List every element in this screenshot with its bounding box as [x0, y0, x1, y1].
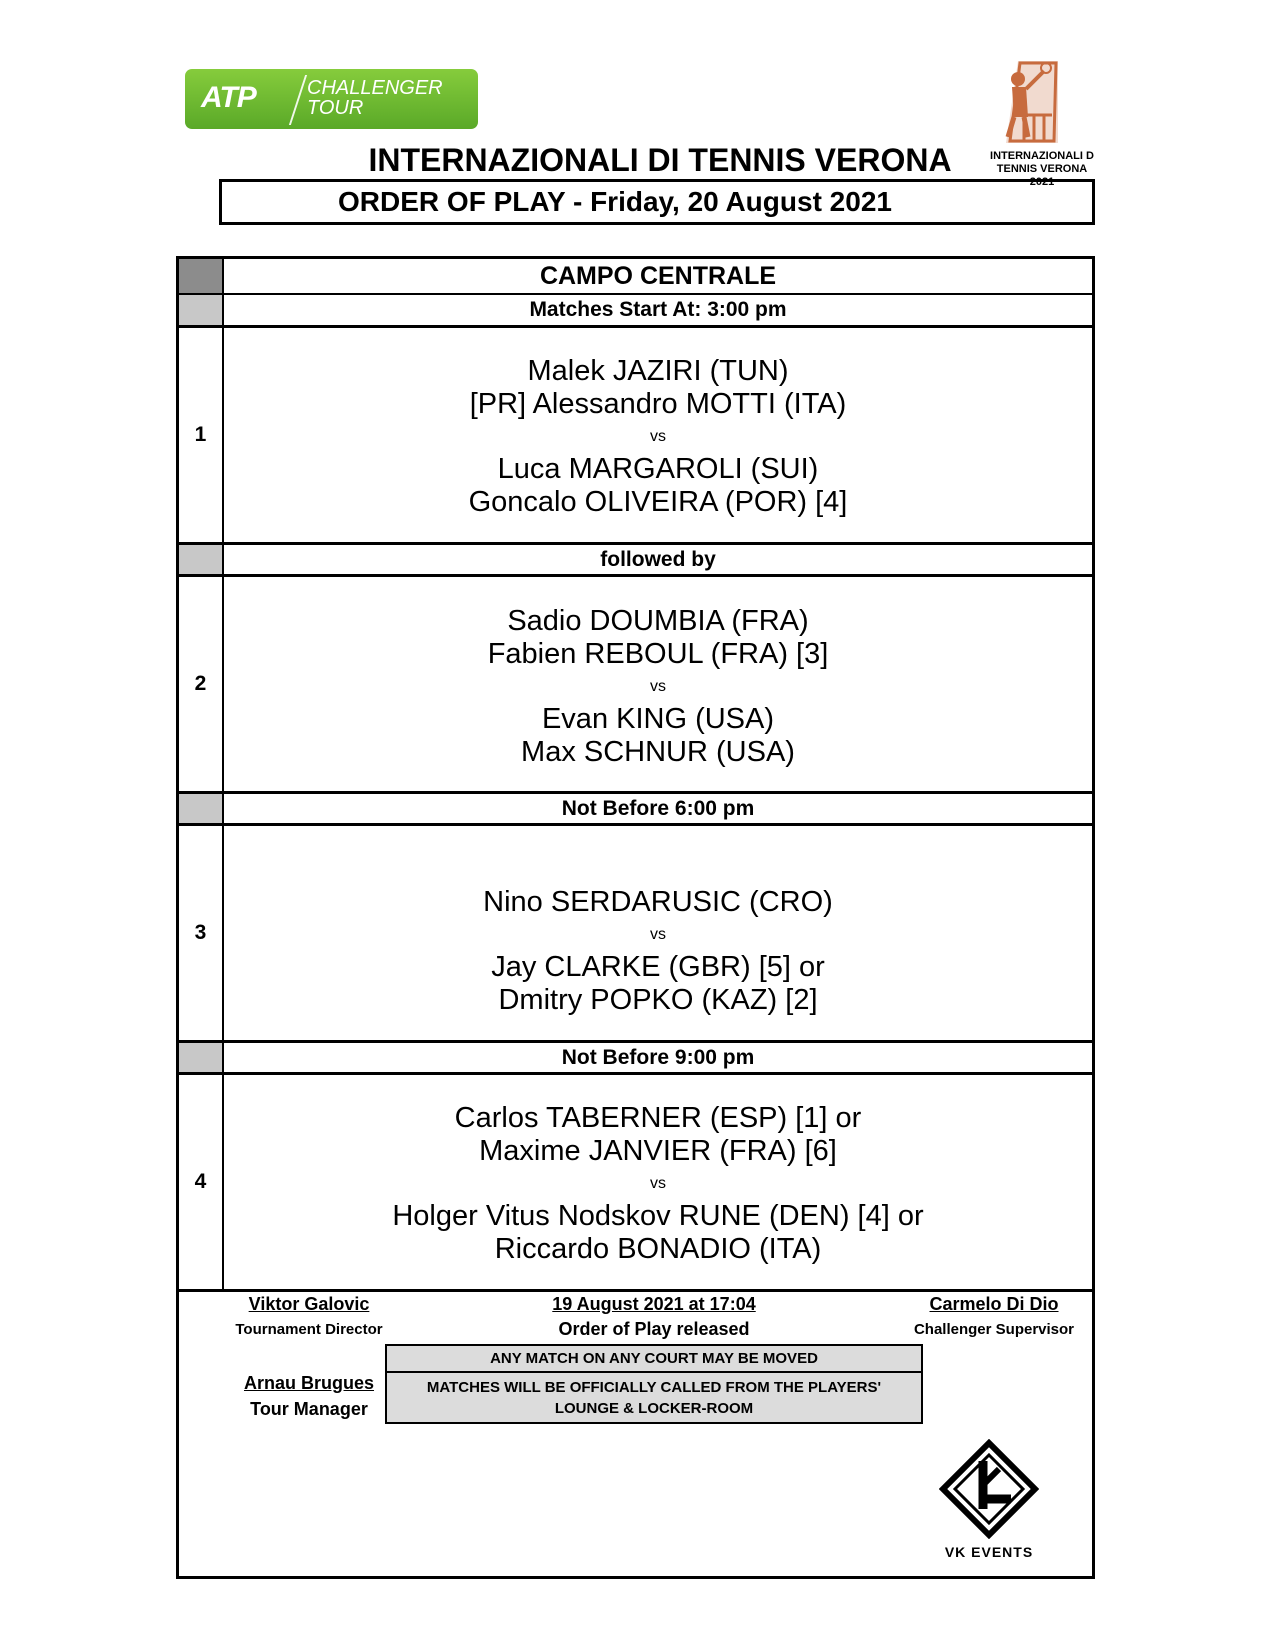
player-name: Carlos TABERNER (ESP) [1] or — [454, 1102, 862, 1134]
vs-label: vs — [650, 678, 666, 695]
vs-label: vs — [650, 926, 666, 943]
player-name: Riccardo BONADIO (ITA) — [494, 1233, 822, 1265]
row-divider — [179, 1072, 1092, 1075]
row-divider — [179, 823, 1092, 826]
vk-events-logo — [939, 1439, 1039, 1539]
event-title: INTERNAZIONALI DI TENNIS VERONA — [368, 142, 952, 178]
manager-role: Tour Manager — [250, 1399, 368, 1419]
band-cell — [179, 1043, 222, 1072]
supervisor-role: Challenger Supervisor — [913, 1321, 1075, 1338]
band-cell — [179, 295, 222, 325]
row-divider — [179, 325, 1092, 328]
player-name: Dmitry POPKO (KAZ) [2] — [498, 984, 818, 1016]
court-name: CAMPO CENTRALE — [539, 262, 777, 290]
vs-label: vs — [650, 1175, 666, 1192]
match-number: 2 — [194, 672, 207, 695]
row-divider — [179, 1289, 1092, 1292]
player-name: Holger Vitus Nodskov RUNE (DEN) [4] or — [392, 1200, 924, 1232]
player-name: Nino SERDARUSIC (CRO) — [483, 886, 833, 918]
schedule-band-label: followed by — [600, 548, 716, 571]
notice-matches-called: MATCHES WILL BE OFFICIALLY CALLED FROM THE PLAYERS' LOUNGE & LOCKER-ROOM — [385, 1371, 923, 1424]
manager-name: Arnau Brugues — [243, 1373, 375, 1393]
column-divider — [222, 259, 224, 1289]
match-row — [224, 605, 1092, 769]
match-number: 3 — [194, 921, 207, 944]
player-name: Sadio DOUMBIA (FRA) — [507, 605, 809, 637]
order-of-play-box — [219, 179, 1095, 225]
match-row — [224, 1102, 1092, 1266]
atp-challenger-tour-logo — [185, 69, 478, 129]
match-number: 1 — [194, 423, 207, 446]
atp-logo-text: ATP — [201, 81, 256, 114]
schedule-band-label: Not Before 9:00 pm — [561, 1046, 755, 1069]
release-time: 19 August 2021 at 17:04 — [552, 1294, 756, 1314]
court-schedule-table — [176, 256, 1095, 1579]
director-role: Tournament Director — [235, 1321, 383, 1338]
player-name: Evan KING (USA) — [541, 703, 775, 735]
row-divider — [179, 574, 1092, 577]
player-name: Malek JAZIRI (TUN) — [527, 355, 789, 387]
player-name: [PR] Alessandro MOTTI (ITA) — [469, 388, 847, 420]
match-row — [224, 886, 1092, 1017]
order-of-play-title: ORDER OF PLAY - Friday, 20 August 2021 — [338, 186, 892, 217]
player-name: Maxime JANVIER (FRA) [6] — [479, 1135, 837, 1167]
match-row — [224, 355, 1092, 519]
director-name: Viktor Galovic — [248, 1294, 370, 1314]
band-cell — [179, 545, 222, 574]
verona-tournament-logo — [988, 57, 1078, 147]
player-name: Jay CLARKE (GBR) [5] or — [491, 951, 825, 983]
match-number: 4 — [194, 1170, 207, 1193]
challenger-tour-text: CHALLENGER TOUR — [307, 77, 443, 119]
band-cell — [179, 794, 222, 823]
notice-matches-moved: ANY MATCH ON ANY COURT MAY BE MOVED — [385, 1344, 923, 1373]
start-time-label: Matches Start At: 3:00 pm — [529, 298, 787, 321]
player-name: Fabien REBOUL (FRA) [3] — [487, 638, 829, 670]
vs-label: vs — [650, 428, 666, 445]
logo-divider — [289, 75, 307, 125]
player-name: Max SCHNUR (USA) — [521, 736, 795, 768]
verona-logo-caption: INTERNAZIONALI D TENNIS VERONA 2021 — [990, 150, 1094, 188]
player-name: Luca MARGAROLI (SUI) — [497, 453, 819, 485]
vk-events-text: VK EVENTS — [944, 1544, 1034, 1560]
court-header-cell — [179, 259, 222, 293]
player-name: Goncalo OLIVEIRA (POR) [4] — [468, 486, 848, 518]
schedule-band-label: Not Before 6:00 pm — [561, 797, 755, 820]
supervisor-name: Carmelo Di Dio — [929, 1294, 1059, 1314]
release-label: Order of Play released — [558, 1319, 750, 1339]
